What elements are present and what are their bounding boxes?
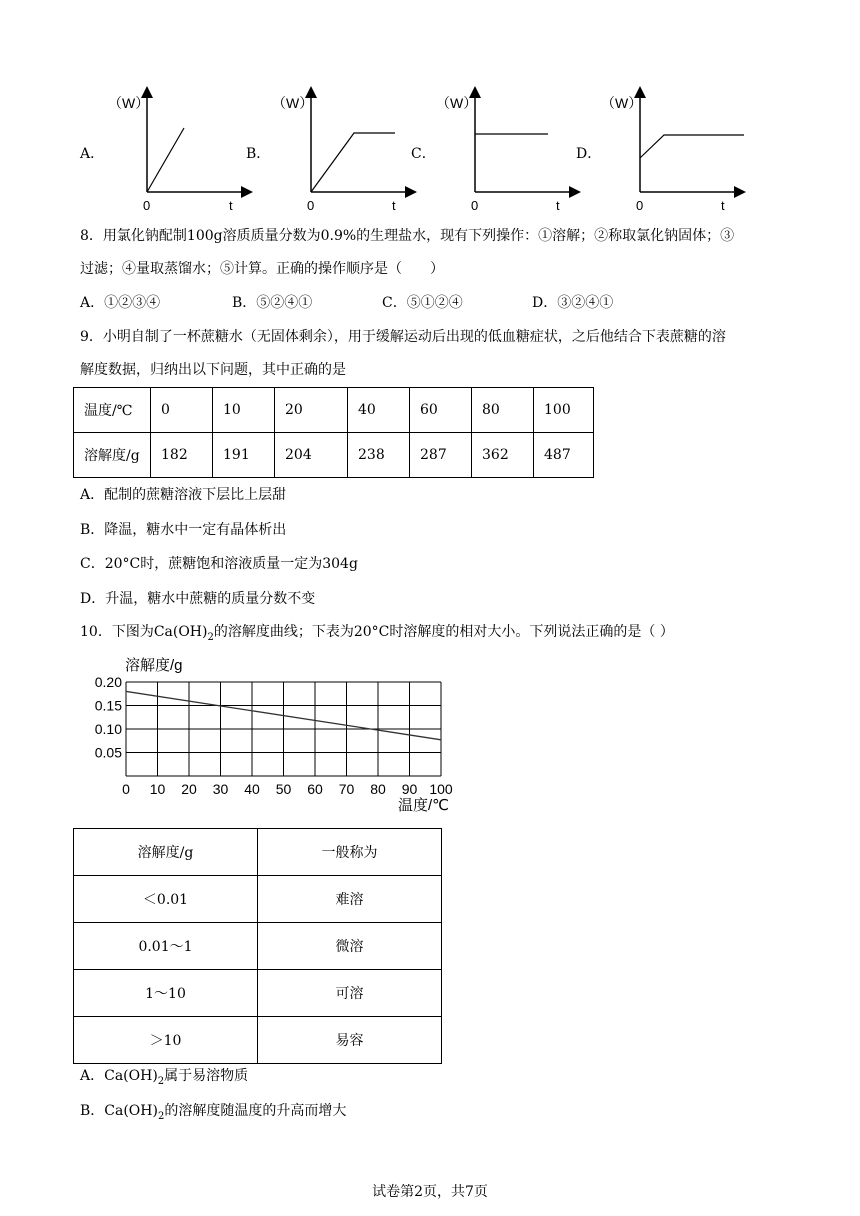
q7-graph-d-curve [640, 135, 744, 158]
q7-option-d-label: D． [576, 146, 602, 162]
table-cell: 80 [472, 388, 534, 433]
q7-graph-d-origin: 0 [636, 198, 644, 213]
chart-y-axis-label: 溶解度/g [125, 657, 183, 674]
x-tick-label: 30 [212, 781, 229, 797]
q10-option-b-before: B．Ca(OH) [80, 1103, 158, 1119]
q10-option-a [80, 1066, 248, 1092]
x-tick-label: 90 [401, 781, 418, 797]
table-cell: 60 [410, 388, 472, 433]
q8-option-a: A．①②③④ [80, 295, 161, 311]
q7-graph-b-xlabel: t [392, 198, 396, 213]
x-tick-label: 10 [149, 781, 166, 797]
q8-stem-line2: 过滤；④量取蒸馏水；⑤计算。正确的操作顺序是（ ） [80, 261, 444, 277]
y-tick-label: 0.10 [94, 721, 122, 737]
table-header-cell: 一般称为 [258, 829, 442, 876]
q8-option-d: D．③②④① [532, 295, 614, 311]
table-cell: 238 [348, 433, 410, 478]
table-cell: 487 [534, 433, 594, 478]
q7-graph-a-xlabel: t [229, 198, 233, 213]
q10-stem-subscript: 2 [207, 631, 214, 643]
x-tick-label: 50 [275, 781, 292, 797]
q10-option-a-after: 属于易溶物质 [164, 1068, 249, 1084]
chart-tick-labels [95, 674, 453, 797]
q7-graph-b [272, 92, 411, 213]
table-row [74, 1017, 442, 1064]
table-cell: 0 [151, 388, 213, 433]
q10-option-a-before: A．Ca(OH) [80, 1068, 158, 1084]
q7-graph-c [436, 92, 575, 213]
table-cell: 20 [275, 388, 348, 433]
table-cell: 40 [348, 388, 410, 433]
table-cell: 难溶 [258, 876, 442, 923]
q7-graph-b-curve [311, 133, 395, 192]
page-footer: 试卷第2页，共7页 [372, 1184, 488, 1200]
x-tick-label: 100 [429, 781, 453, 797]
table-row [74, 923, 442, 970]
q7-graph-a-curve [147, 128, 184, 192]
q10-stem-after: 的溶解度曲线；下表为20°C时溶解度的相对大小。下列说法正确的是（ ） [213, 624, 674, 640]
table-cell: 287 [410, 433, 472, 478]
table-header-cell: 温度/℃ [74, 388, 151, 433]
q7-graph-c-xlabel: t [556, 198, 560, 213]
q8-option-c: C．⑤①②④ [382, 295, 463, 311]
table-row [74, 829, 442, 876]
q7-graph-a-ylabel: （W） [108, 95, 150, 111]
q7-option-c-label: C． [411, 146, 436, 162]
table-cell: 182 [151, 433, 213, 478]
q10-solubility-class-table [73, 828, 442, 1064]
x-tick-label: 20 [181, 781, 197, 797]
y-tick-label: 0.20 [94, 674, 122, 690]
table-row [74, 876, 442, 923]
q7-graph-d [601, 92, 744, 213]
table-cell: 1～10 [74, 970, 258, 1017]
x-tick-label: 0 [122, 781, 130, 797]
q10-option-a-subscript: 2 [157, 1075, 165, 1087]
q10-option-b [80, 1101, 346, 1127]
table-cell: 191 [213, 433, 275, 478]
q10-option-b-after: 的溶解度随温度的升高而增大 [164, 1103, 347, 1119]
q10-stem [80, 622, 674, 648]
y-tick-label: 0.05 [94, 744, 122, 761]
q7-graphs [0, 80, 860, 220]
table-cell: 100 [534, 388, 594, 433]
q7-graph-d-ylabel: （W） [601, 95, 643, 111]
q7-graph-a-origin: 0 [143, 198, 151, 213]
q7-graph-d-xlabel: t [721, 198, 725, 213]
x-tick-label: 70 [338, 781, 355, 797]
table-cell: ＞10 [74, 1017, 258, 1064]
q10-option-b-subscript: 2 [157, 1110, 165, 1122]
table-header-cell: 溶解度/g [74, 433, 151, 478]
table-cell: 204 [275, 433, 348, 478]
x-tick-label: 80 [370, 781, 386, 797]
q7-graph-b-ylabel: （W） [272, 95, 314, 111]
q9-option-c: C．20°C时，蔗糖饱和溶液质量一定为304g [80, 556, 358, 572]
table-row [74, 388, 594, 433]
q8-option-b: B．⑤②④① [232, 295, 313, 311]
chart-x-axis-label: 温度/℃ [398, 797, 450, 814]
q9-option-a: A．配制的蔗糖溶液下层比上层甜 [80, 487, 287, 503]
x-tick-label: 40 [244, 781, 260, 797]
table-cell: 0.01～1 [74, 923, 258, 970]
q7-option-b-label: B． [246, 146, 271, 162]
q9-stem-line2: 解度数据，归纳出以下问题，其中正确的是 [80, 362, 346, 378]
q9-option-d: D．升温，糖水中蔗糖的质量分数不变 [80, 591, 316, 607]
x-tick-label: 60 [307, 781, 323, 797]
table-cell: 微溶 [258, 923, 442, 970]
q10-solubility-chart [80, 650, 480, 820]
q8-stem-line1: 8．用氯化钠配制100g溶质质量分数为0.9%的生理盐水，现有下列操作：①溶解；②称取氯化钠固体；③ [80, 228, 735, 244]
q9-solubility-table [73, 387, 594, 478]
q9-option-b: B．降温，糖水中一定有晶体析出 [80, 522, 287, 538]
q10-stem-before: 10．下图为Ca(OH) [80, 624, 208, 640]
chart-grid [126, 682, 441, 776]
table-cell: 易容 [258, 1017, 442, 1064]
q7-graph-a [108, 92, 247, 213]
q7-graph-b-origin: 0 [307, 198, 315, 213]
table-row [74, 433, 594, 478]
table-header-cell: 溶解度/g [74, 829, 258, 876]
table-row [74, 970, 442, 1017]
table-cell: 362 [472, 433, 534, 478]
y-tick-label: 0.15 [94, 697, 122, 714]
table-cell: 10 [213, 388, 275, 433]
q9-stem-line1: 9．小明自制了一杯蔗糖水（无固体剩余），用于缓解运动后出现的低血糖症状，之后他结合下表蔗糖的溶 [80, 329, 726, 345]
q7-option-a-label: A． [80, 146, 105, 162]
q7-graph-c-ylabel: （W） [436, 95, 478, 111]
q7-graph-c-origin: 0 [471, 198, 479, 213]
table-cell: 可溶 [258, 970, 442, 1017]
table-cell: ＜0.01 [74, 876, 258, 923]
